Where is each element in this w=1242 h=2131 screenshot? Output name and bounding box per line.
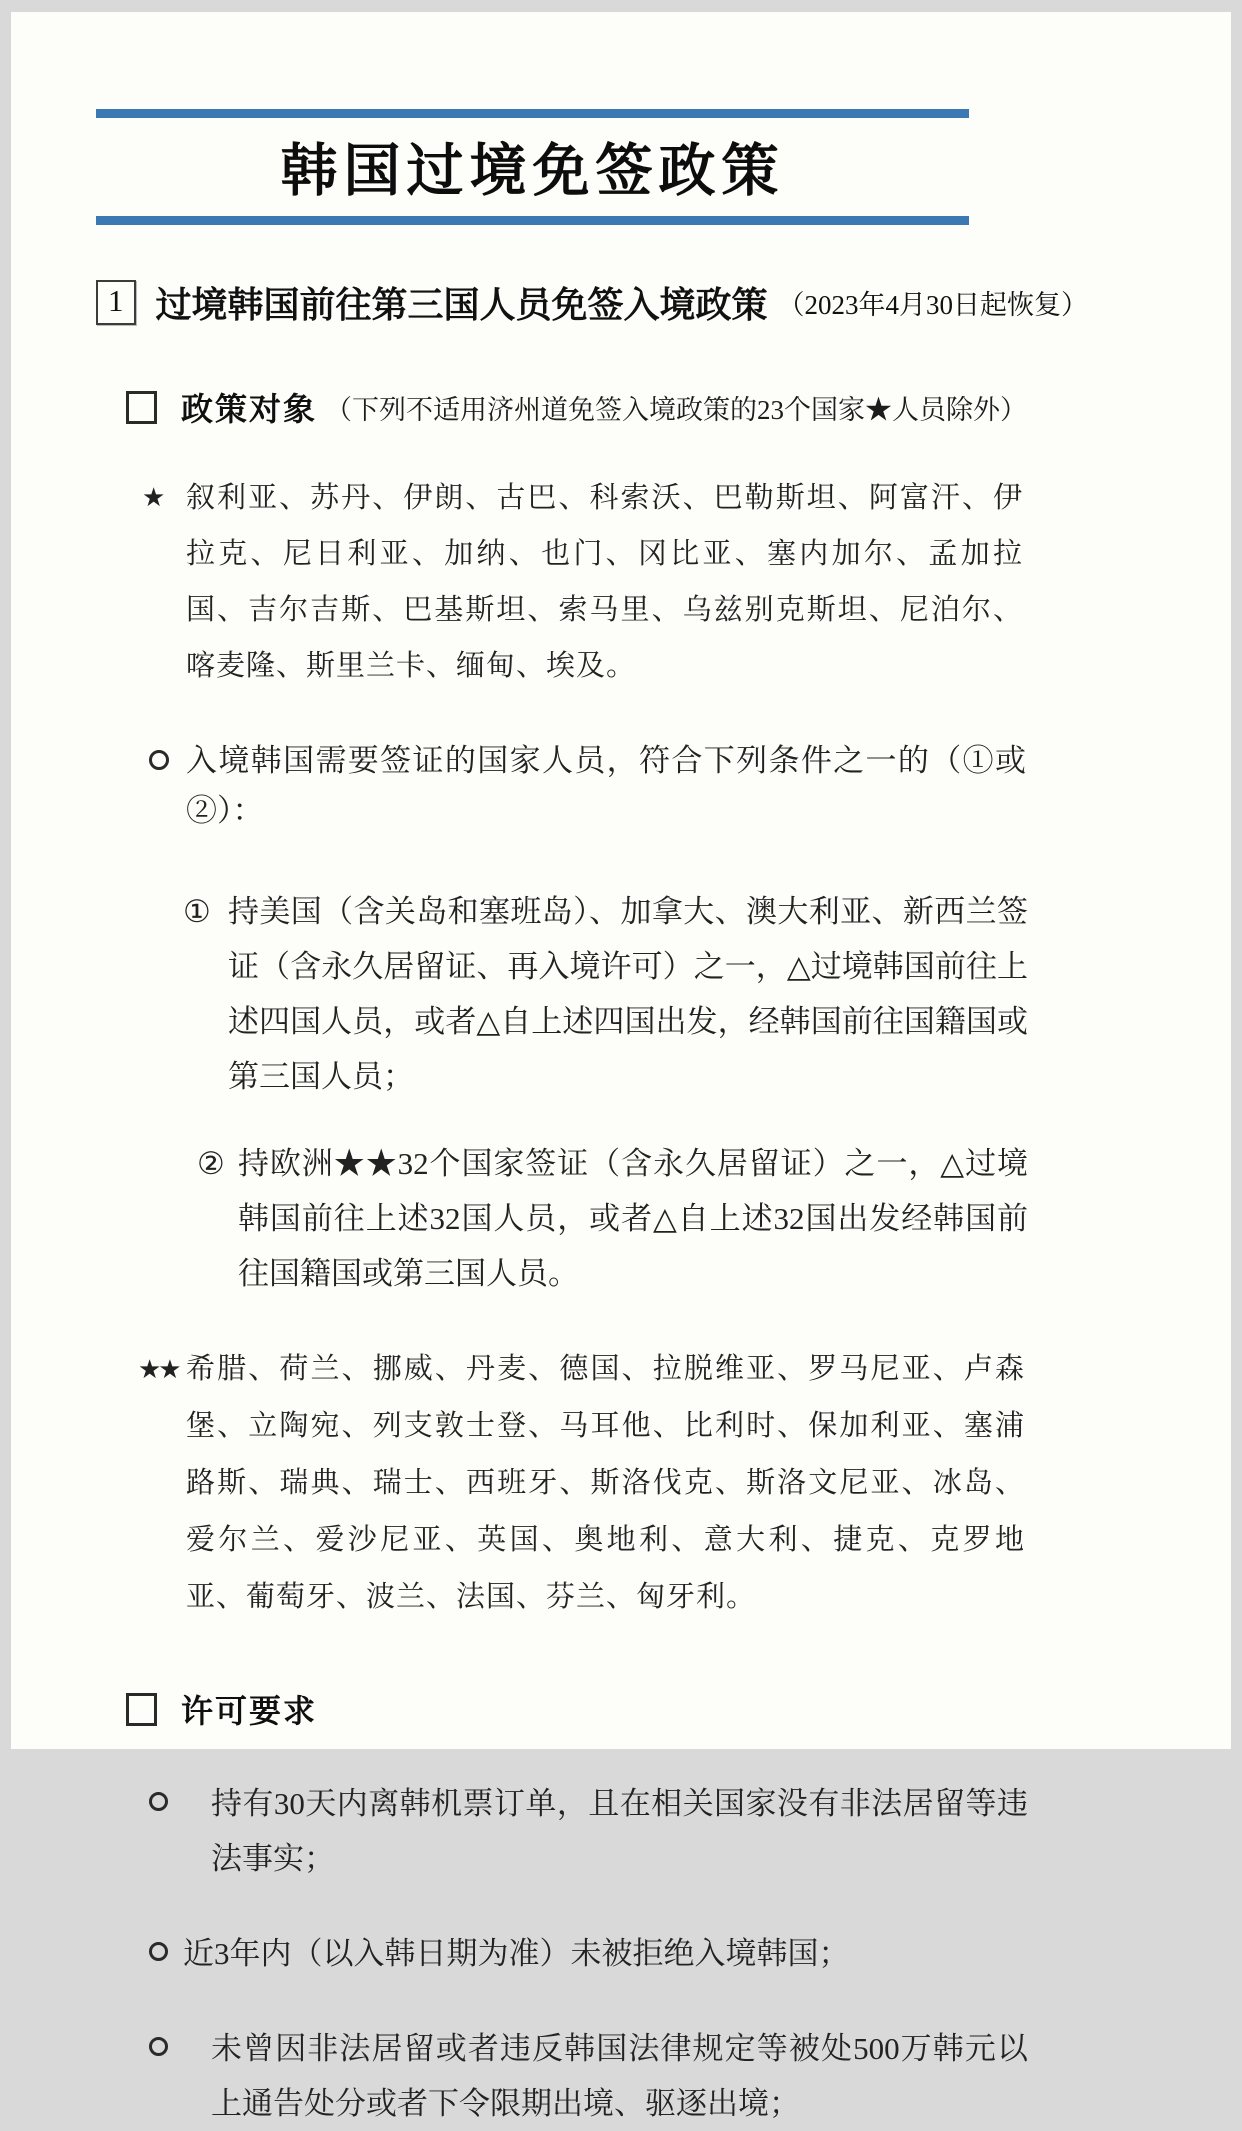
top-rule: [96, 109, 969, 118]
permit-requirements-heading: [126, 1686, 1231, 1732]
section-number-box: 1: [96, 280, 136, 324]
section1-heading-text: 过境韩国前往第三国人员免签入境政策: [155, 285, 768, 325]
condition-1-paragraph: [183, 884, 1028, 1104]
page-title: 韩国过境免签政策: [280, 140, 785, 203]
condition-2-text: 持欧洲★★32个国家签证（含永久居留证）之一，△过境韩国前往上述32国人员，或者△自上述32国出发经韩国前往国籍国或第三国人员。: [238, 1146, 1028, 1291]
double-star-marker: ★★: [138, 1355, 179, 1384]
document-page: [11, 12, 1231, 2121]
circle-bullet-icon: [149, 2037, 168, 2056]
europe-countries-paragraph: [138, 1341, 1025, 1626]
circled-1-marker: ①: [183, 894, 211, 929]
requirement-item: [149, 2021, 1028, 2131]
section1-heading: [96, 277, 1231, 328]
circle-bullet-icon: [149, 1792, 168, 1811]
policy-target-heading: [126, 384, 1231, 430]
visa-required-intro-text: 入境韩国需要签证的国家人员，符合下列条件之一的（①或②）：: [186, 743, 1026, 828]
condition-1-text: 持美国（含关岛和塞班岛）、加拿大、澳大利亚、新西兰签证（含永久居留证、再入境许可）之一，△过境韩国前往上述四国人员，或者△自上述四国出发，经韩国前往国籍国或第三国人员；: [228, 894, 1028, 1094]
requirement-item: [149, 1776, 1028, 1886]
bottom-rule: [96, 216, 969, 225]
requirement-item: [149, 1926, 1028, 1981]
europe-countries-text: 希腊、荷兰、挪威、丹麦、德国、拉脱维亚、罗马尼亚、卢森堡、立陶宛、列支敦士登、马耳他、比利时、保加利亚、塞浦路斯、瑞典、瑞士、西班牙、斯洛伐克、斯洛文尼亚、冰岛、爱尔兰、爱沙尼亚、英国、奥地利、意大利、捷克、克罗地亚、葡萄牙、波兰、法国、芬兰、匈牙利。: [186, 1353, 1025, 1613]
circled-2-marker: ②: [197, 1146, 225, 1181]
visa-required-intro: [149, 736, 1026, 836]
policy-target-label: 政策对象: [181, 391, 318, 427]
circle-bullet-icon: [149, 750, 169, 770]
circle-bullet-icon: [149, 1942, 168, 1961]
title-banner: [96, 109, 969, 225]
square-bullet-icon: [126, 391, 157, 424]
condition-2-paragraph: [197, 1136, 1028, 1301]
excluded-countries-text: 叙利亚、苏丹、伊朗、古巴、科索沃、巴勒斯坦、阿富汗、伊拉克、尼日利亚、加纳、也门、冈比亚、塞内加尔、孟加拉国、吉尔吉斯、巴基斯坦、索马里、乌兹别克斯坦、尼泊尔、喀麦隆、斯里兰卡、缅甸、埃及。: [186, 482, 1023, 682]
section1-heading-note: （2023年4月30日起恢复）: [777, 290, 1089, 320]
star-marker: ★: [142, 483, 167, 512]
requirement-text: 持有30天内离韩机票订单，且在相关国家没有非法居留等违法事实；: [211, 1786, 1028, 1876]
requirement-text: 近3年内（以入韩日期为准）未被拒绝入境韩国；: [183, 1936, 850, 1971]
square-bullet-icon: [126, 1693, 157, 1726]
permit-requirements-label: 许可要求: [181, 1693, 318, 1729]
excluded-countries-paragraph: [142, 470, 1023, 694]
policy-target-note: （下列不适用济州道免签入境政策的23个国家★人员除外）: [325, 394, 1028, 425]
requirement-text: 未曾因非法居留或者违反韩国法律规定等被处500万韩元以上通告处分或者下令限期出境、驱逐出境；: [211, 2031, 1028, 2121]
